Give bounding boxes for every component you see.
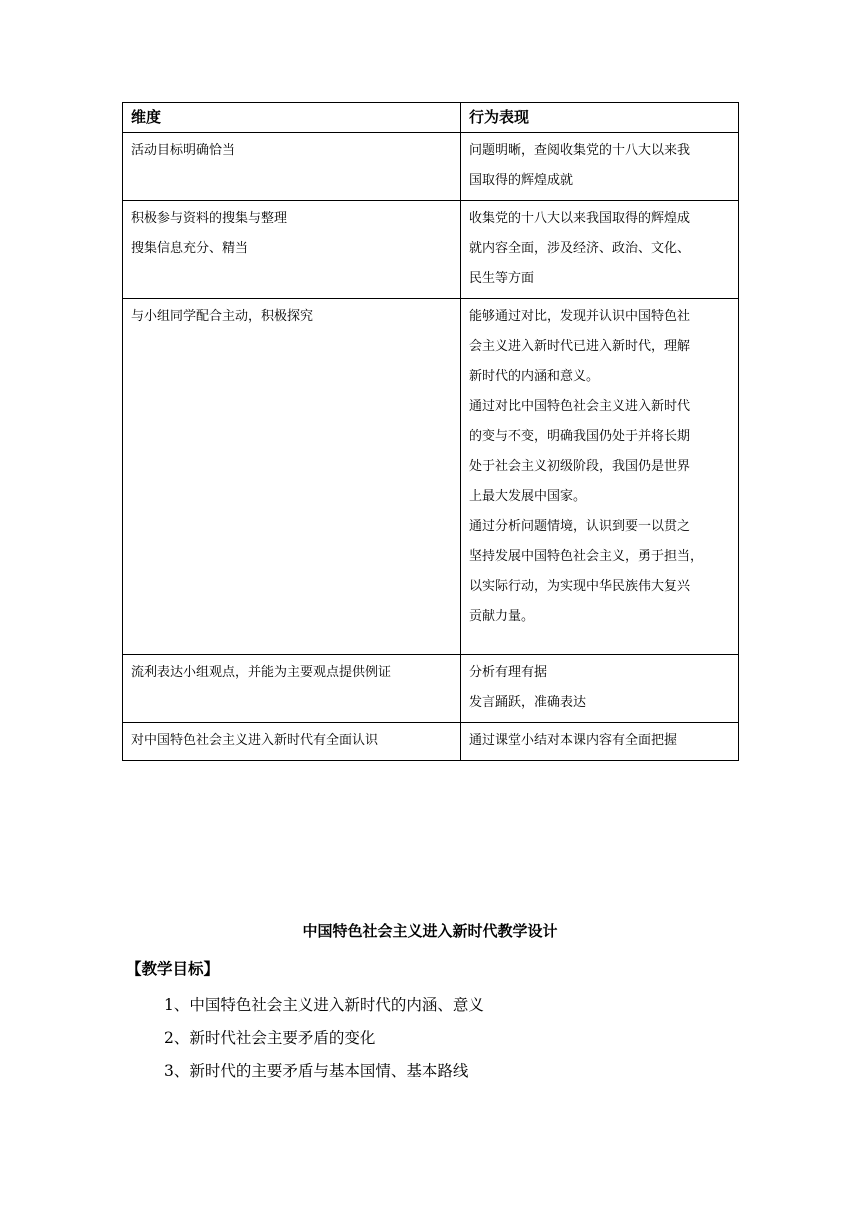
cell-line: 民生等方面 bbox=[469, 271, 535, 286]
cell-line: 搜集信息充分、精当 bbox=[131, 241, 249, 256]
dimension-cell bbox=[123, 723, 461, 761]
cell-line: 通过分析问题情境，认识到要一以贯之 bbox=[469, 519, 691, 534]
cell-line: 活动目标明确恰当 bbox=[131, 143, 236, 158]
table-row bbox=[123, 201, 739, 299]
performance-cell bbox=[461, 723, 739, 761]
table-row bbox=[123, 723, 739, 761]
cell-line: 的变与不变，明确我国仍处于并将长期 bbox=[469, 429, 691, 444]
cell-line: 能够通过对比，发现并认识中国特色社 bbox=[469, 309, 691, 324]
performance-cell bbox=[461, 655, 739, 723]
cell-line: 发言踊跃，准确表达 bbox=[469, 695, 587, 710]
table-header-row bbox=[123, 103, 739, 133]
cell-line: 新时代的内涵和意义。 bbox=[469, 369, 600, 384]
table-row bbox=[123, 133, 739, 201]
cell-line: 与小组同学配合主动，积极探究 bbox=[131, 309, 314, 324]
dimension-cell bbox=[123, 133, 461, 201]
cell-line: 处于社会主义初级阶段，我国仍是世界 bbox=[469, 459, 691, 474]
evaluation-table bbox=[122, 102, 739, 761]
list-item: 2、新时代社会主要矛盾的变化 bbox=[164, 1029, 376, 1047]
cell-line: 通过对比中国特色社会主义进入新时代 bbox=[469, 399, 691, 414]
cell-line: 就内容全面，涉及经济、政治、文化、 bbox=[469, 241, 691, 256]
cell-line: 对中国特色社会主义进入新时代有全面认识 bbox=[131, 733, 379, 748]
goal-list bbox=[164, 989, 484, 1088]
cell-line: 会主义进入新时代已进入新时代，理解 bbox=[469, 339, 691, 354]
header-dimension: 维度 bbox=[123, 103, 461, 133]
page-title: 中国特色社会主义进入新时代教学设计 bbox=[302, 922, 558, 940]
cell-line: 以实际行动，为实现中华民族伟大复兴 bbox=[469, 579, 691, 594]
dimension-cell bbox=[123, 655, 461, 723]
performance-cell bbox=[461, 133, 739, 201]
cell-line: 问题明晰，查阅收集党的十八大以来我 bbox=[469, 143, 691, 158]
list-item: 1、中国特色社会主义进入新时代的内涵、意义 bbox=[164, 996, 484, 1014]
section-heading: 【教学目标】 bbox=[126, 960, 220, 978]
cell-line: 国取得的辉煌成就 bbox=[469, 173, 574, 188]
cell-line: 坚持发展中国特色社会主义，勇于担当， bbox=[469, 549, 704, 564]
cell-line: 分析有理有据 bbox=[469, 665, 548, 680]
dimension-cell bbox=[123, 299, 461, 655]
cell-line: 贡献力量。 bbox=[469, 609, 535, 624]
cell-line: 通过课堂小结对本课内容有全面把握 bbox=[469, 733, 678, 748]
list-item: 3、新时代的主要矛盾与基本国情、基本路线 bbox=[164, 1062, 469, 1080]
cell-line: 流利表达小组观点，并能为主要观点提供例证 bbox=[131, 665, 392, 680]
dimension-cell bbox=[123, 201, 461, 299]
performance-cell bbox=[461, 299, 739, 655]
table-row bbox=[123, 299, 739, 655]
cell-line: 收集党的十八大以来我国取得的辉煌成 bbox=[469, 211, 691, 226]
cell-line: 上最大发展中国家。 bbox=[469, 489, 587, 504]
performance-cell bbox=[461, 201, 739, 299]
table-row bbox=[123, 655, 739, 723]
cell-line: 积极参与资料的搜集与整理 bbox=[131, 211, 288, 226]
header-performance: 行为表现 bbox=[461, 103, 739, 133]
